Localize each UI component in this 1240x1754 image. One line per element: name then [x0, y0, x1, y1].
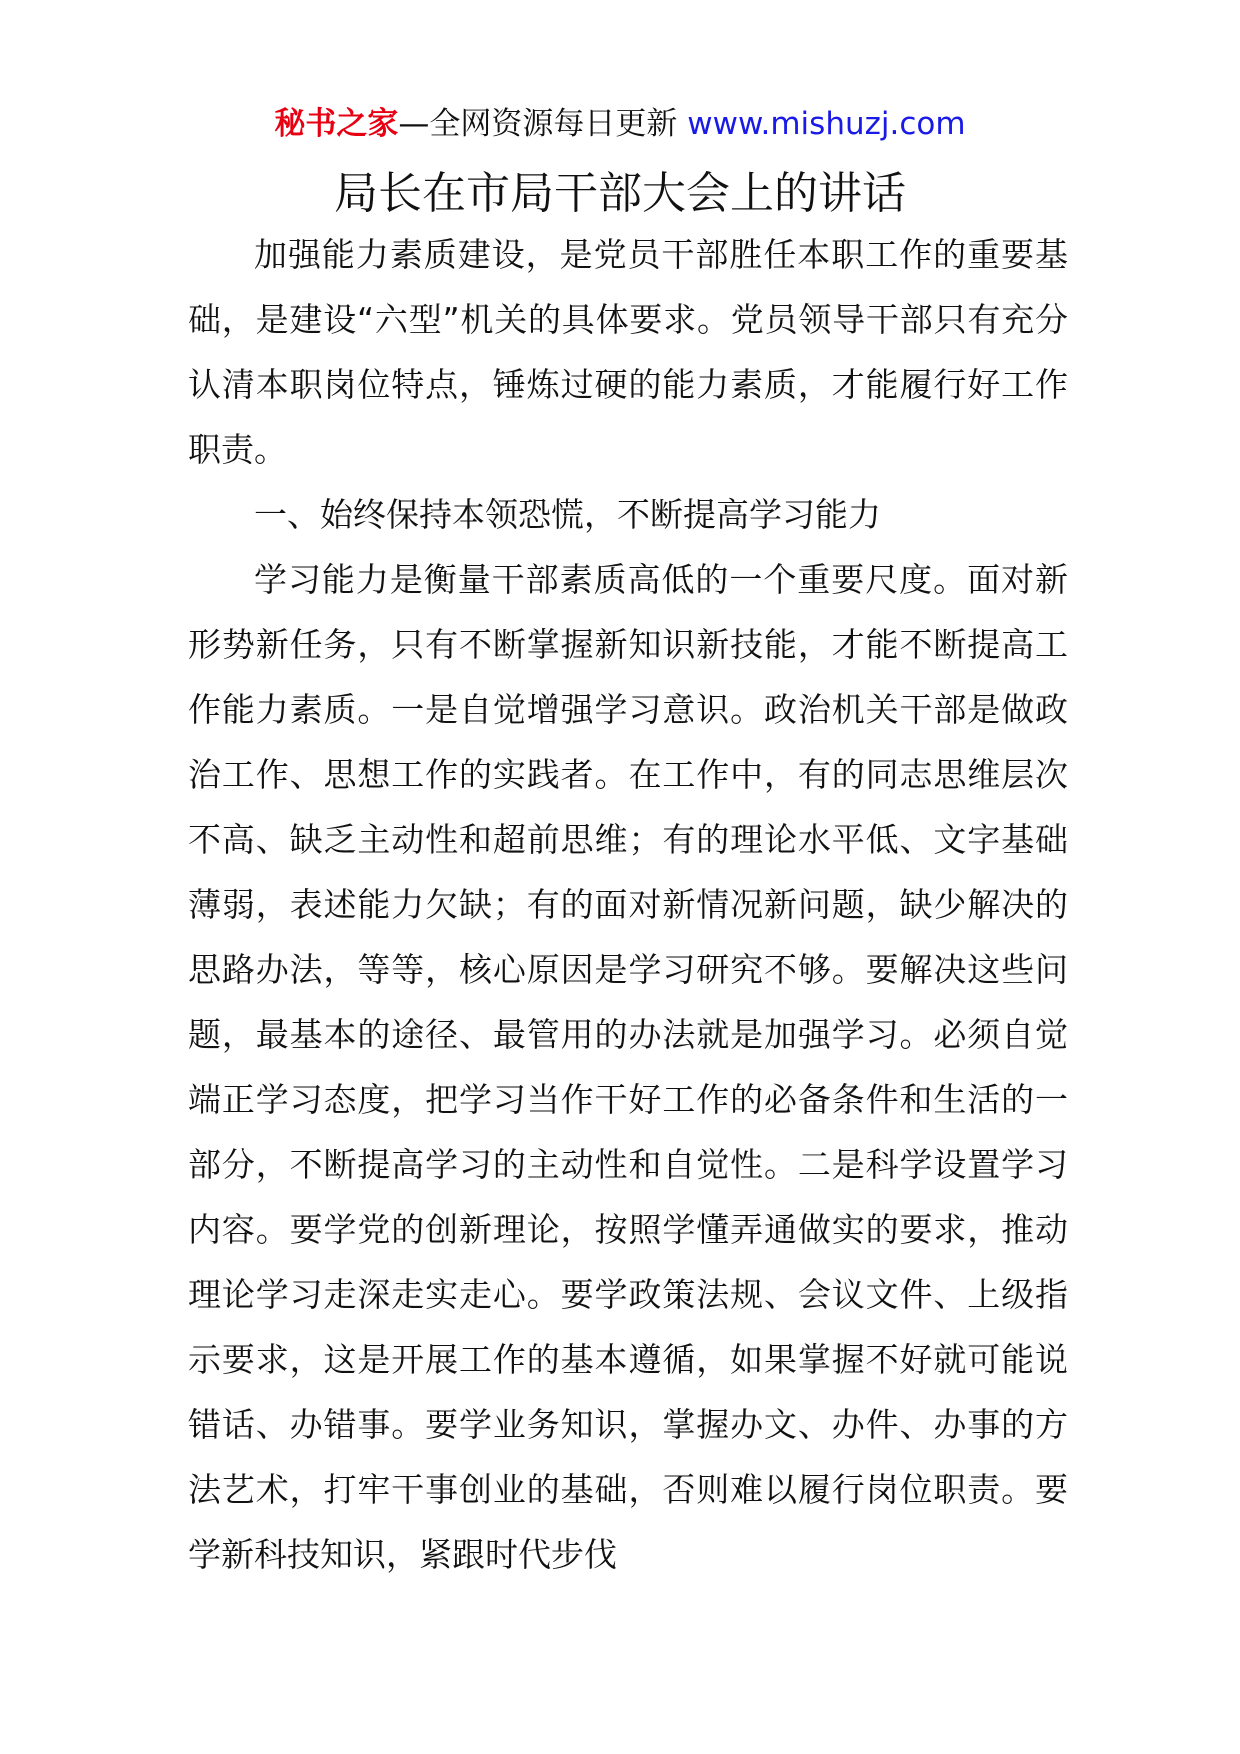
document-title: 局长在市局干部大会上的讲话 — [334, 168, 906, 219]
brand-name: 秘书之家 — [274, 106, 399, 142]
intro-paragraph: 加强能力素质建设，是党员干部胜任本职工作的重要基础，是建设“六型”机关的具体要求。党员领导干部只有充分认清本职岗位特点，锤炼过硬的能力素质，才能履行好工作职责。 — [188, 235, 1068, 469]
watermark-header — [0, 100, 1240, 148]
site-url: www.mishuzj.com — [687, 106, 966, 142]
header-tagline: —全网资源每日更新 — [398, 106, 688, 142]
section-heading: 一、始终保持本领恐慌，不断提高学习能力 — [254, 495, 881, 534]
document-body — [188, 222, 1068, 1587]
section-paragraph: 学习能力是衡量干部素质高低的一个重要尺度。面对新形势新任务，只有不断掌握新知识新技能，才能不断提高工作能力素质。一是自觉增强学习意识。政治机关干部是做政治工作、思想工作的实践者。在工作中，有的同志思维层次不高、缺乏主动性和超前思维；有的理论水平低、文字基础薄弱，表述能力欠缺；有的面对新情况新问题，缺少解决的思路办法，等等，核心原因是学习研究不够。要解决这些问题，最基本的途径、最管用的办法就是加强学习。必须自觉端正学习态度，把学习当作干好工作的必备条件和生活的一部分，不断提高学习的主动性和自觉性。二是科学设置学习内容。要学党的创新理论，按照学懂弄通做实的要求，推动理论学习走深走实走心。要学政策法规、会议文件、上级指示要求，这是开展工作的基本遵循，如果掌握不好就可能说错话、办错事。要学业务知识，掌握办文、办件、办事的方法艺术，打牢干事创业的基础，否则难以履行岗位职责。要学新科技知识，紧跟时代步伐 — [188, 560, 1068, 1574]
